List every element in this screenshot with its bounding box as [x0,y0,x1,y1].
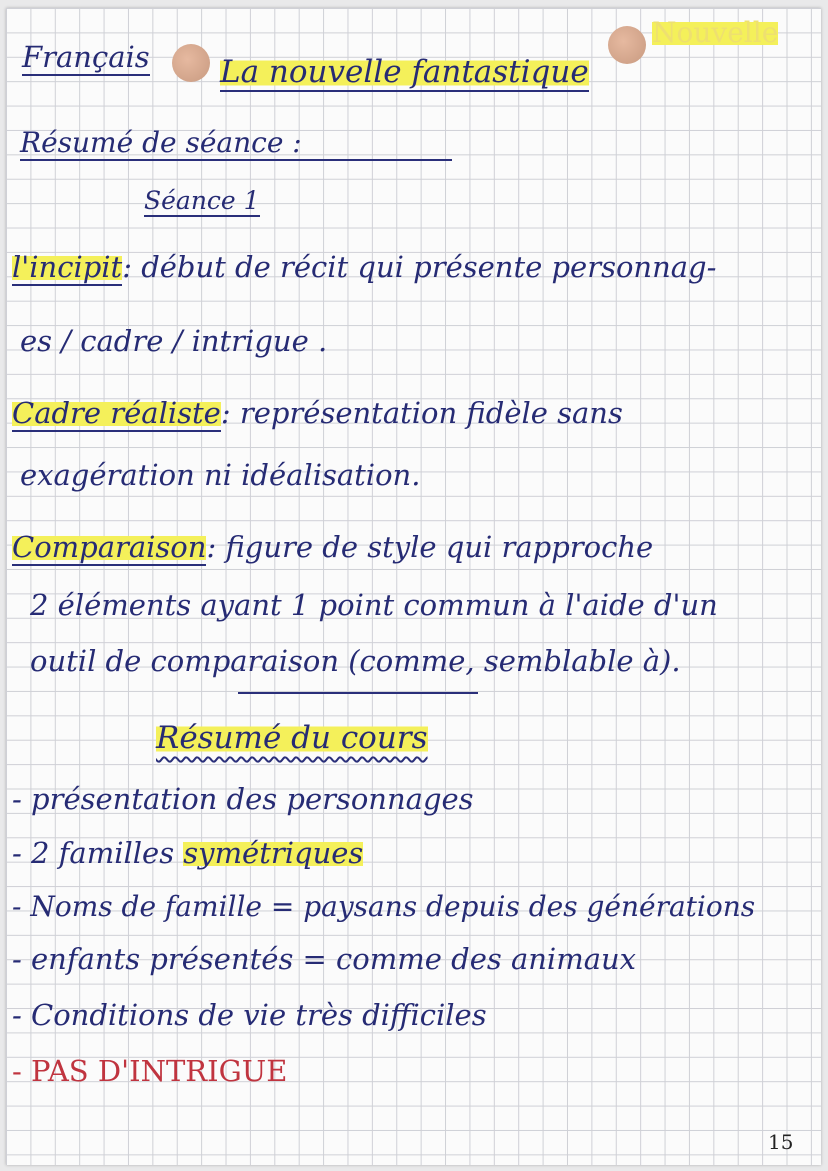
def-line: : représentation fidèle sans [220,396,623,430]
punch-hole-left [172,44,210,82]
punch-hole-right [608,26,646,64]
nouvelle-tag: Nouvelle [652,16,779,49]
highlighted-word: symétriques [183,836,364,870]
term-cadre-realiste: Cadre réaliste [12,396,221,430]
term-comparaison: Comparaison [12,530,207,564]
list-item: - Conditions de vie très difficiles [12,998,487,1032]
summary-heading: Résumé du cours [156,720,428,756]
section-heading: Résumé de séance : [20,126,452,161]
list-item: - enfants présentés = comme des animaux [12,942,637,976]
list-item: - Noms de famille = paysans depuis des générations [12,890,756,923]
def-line: es / cadre / intrigue . [20,324,328,358]
notebook-page [6,8,821,1165]
divider-line [238,692,478,694]
def-line: outil de comparaison (comme, semblable à). [30,644,681,678]
session-label: Séance 1 [144,186,260,215]
def-line: 2 éléments ayant 1 point commun à l'aide d'un [30,588,718,622]
page-title: La nouvelle fantastique [220,54,589,90]
list-item: - présentation des personnages [12,782,474,816]
def-line: : figure de style qui rapproche [206,530,654,564]
list-item: - 2 familles [12,836,175,870]
term-incipit: l'incipit [12,250,123,284]
page-number: 15 [768,1130,794,1154]
def-line: exagération ni idéalisation. [20,458,421,492]
def-line: : début de récit qui présente personnag- [122,250,717,284]
subject-title: Français [22,40,150,74]
list-item-red: - PAS D'INTRIGUE [12,1054,288,1088]
